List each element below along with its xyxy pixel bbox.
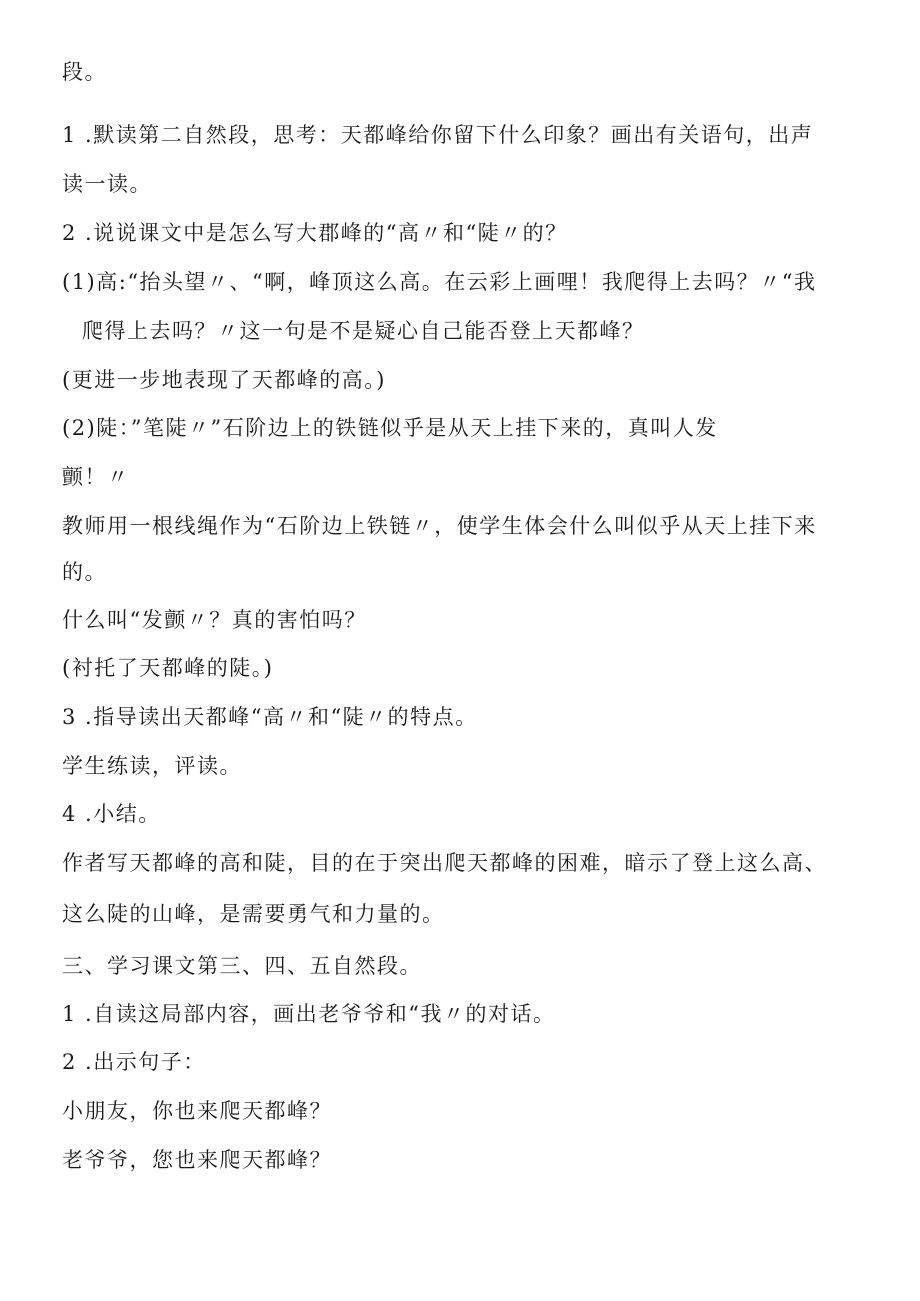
text-line: 的。 [62, 560, 107, 584]
text-line: 4 .小结。 [62, 802, 161, 826]
text-line: 爬得上去吗？〃这一句是不是疑心自己能否登上天都峰？ [82, 319, 645, 343]
text-line: 老爷爷，您也来爬天都峰？ [62, 1148, 332, 1172]
text-line: (1)高:“抬头望〃、“啊，峰顶这么高。在云彩上画哩！我爬得上去吗？〃“我 [62, 270, 817, 294]
text-line: 1 .默读第二自然段，思考：天都峰给你留下什么印象？画出有关语句，出声 [62, 123, 814, 147]
text-line: 3 .指导读出天都峰“高〃和“陡〃的特点。 [62, 705, 478, 729]
text-line: (更进一步地表现了天都峰的高。) [62, 368, 386, 392]
text-line: 2 .出示句子： [62, 1050, 206, 1074]
text-line: 三、学习课文第三、四、五自然段。 [62, 954, 422, 978]
text-line: 2 .说说课文中是怎么写大郡峰的“高〃和“陡〃的？ [62, 221, 568, 245]
text-line: (衬托了天都峰的陡。) [62, 656, 274, 680]
text-line: 小朋友，你也来爬天都峰？ [62, 1099, 332, 1123]
text-line: 段。 [62, 60, 107, 84]
text-line: 什么叫“发颤〃？真的害怕吗？ [62, 608, 367, 632]
text-line: 作者写天都峰的高和陡，目的在于突出爬天都峰的困难，暗示了登上这么高、 [62, 851, 827, 875]
text-line: 教师用一根线绳作为“石阶边上铁链〃，使学生体会什么叫似乎从天上挂下来 [62, 514, 817, 538]
text-line: (2)陡：”笔陡〃”石阶边上的铁链似乎是从天上挂下来的，真叫人发 [62, 416, 718, 440]
text-line: 这么陡的山峰，是需要勇气和力量的。 [62, 902, 445, 926]
text-line: 读一读。 [62, 172, 152, 196]
text-line: 学生练读，评读。 [62, 754, 242, 778]
text-line: 颤！〃 [62, 465, 130, 489]
text-line: 1 .自读这局部内容，画出老爷爷和“我〃的对话。 [62, 1002, 556, 1026]
